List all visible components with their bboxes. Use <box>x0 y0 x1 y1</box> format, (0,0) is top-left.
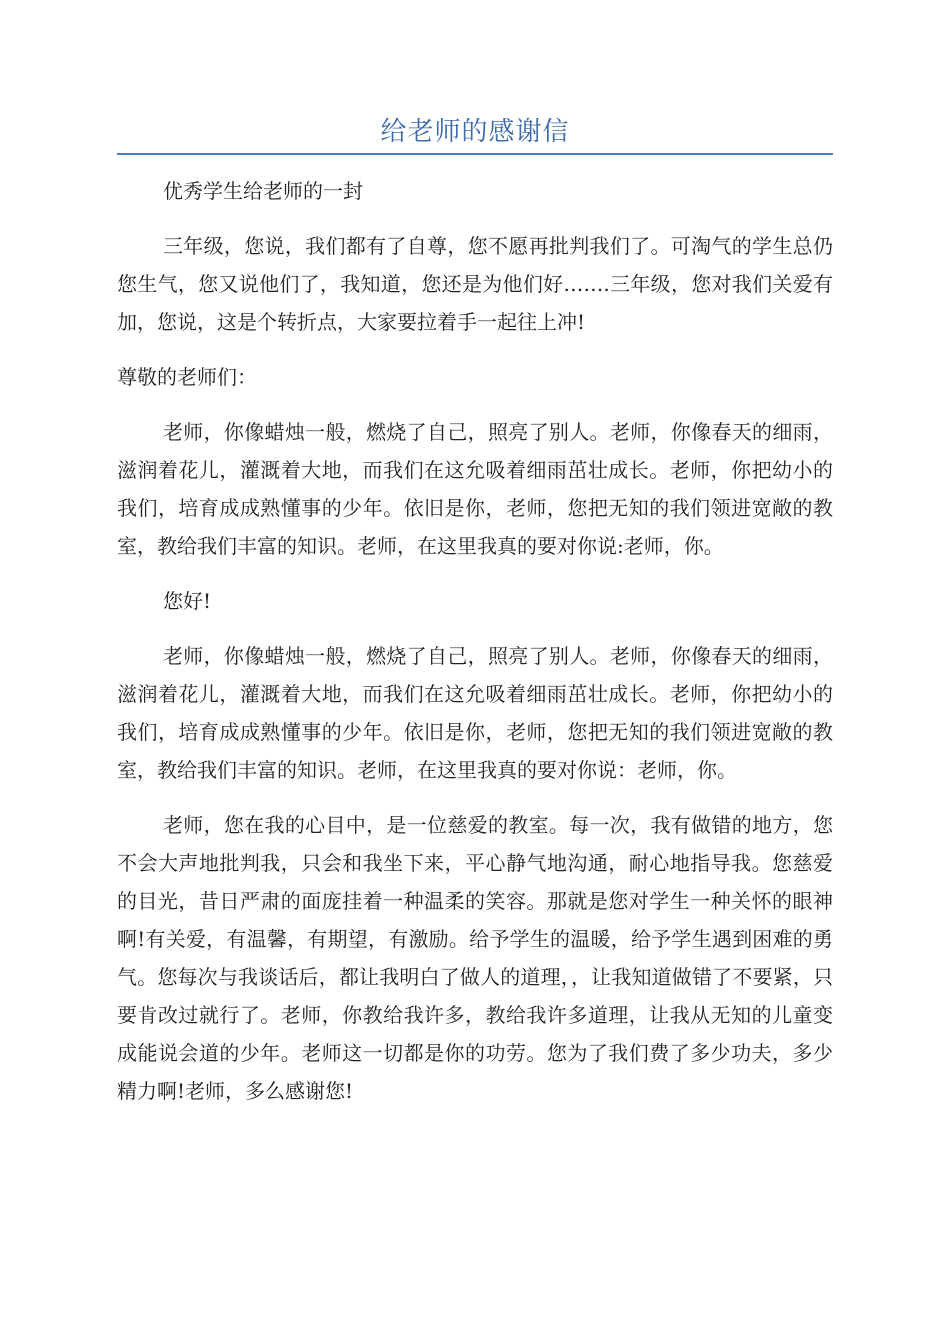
paragraph-1: 优秀学生给老师的一封 <box>163 179 363 203</box>
document-body <box>117 172 833 1127</box>
paragraph-7: 老师，您在我的心目中，是一位慈爱的教室。每一次，我有做错的地方，您不会大声地批判我，只会和我坐下来，平心静气地沟通，耐心地指导我。您慈爱的目光，昔日严肃的面庞挂着一种温柔的笑容。那就是您对学生一种关怀的眼神啊!有关爱，有温馨，有期望，有激励。给予学生的温暖，给予学生遇到困难的勇气。您每次与我谈话后，都让我明白了做人的道理，，让我知道做错了不要紧，只要肯改过就行了。老师，你教给我许多，教给我许多道理，让我从无知的儿童变成能说会道的少年。老师这一切都是你的功劳。您为了我们费了多少功夫，多少精力啊!老师，多么感谢您! <box>117 813 833 1103</box>
paragraph-3-salutation: 尊敬的老师们： <box>117 365 257 389</box>
paragraph-4: 老师，你像蜡烛一般，燃烧了自己，照亮了别人。老师，你像春天的细雨，滋润着花儿，灌溉着大地，而我们在这允吸着细雨茁壮成长。老师，你把幼小的我们，培育成成熟懂事的少年。依旧是你，老师，您把无知的我们领进宽敞的教室，教给我们丰富的知识。老师，在这里我真的要对你说:老师，你。 <box>117 420 833 558</box>
paragraph-2: 三年级，您说，我们都有了自尊，您不愿再批判我们了。可淘气的学生总仍您生气，您又说他们了，我知道，您还是为他们好…….三年级，您对我们关爱有加，您说，这是个转折点，大家要拉着手一起往上冲! <box>117 234 833 334</box>
title-underline <box>117 153 833 155</box>
document-title: 给老师的感谢信 <box>380 117 570 147</box>
paragraph-5-greeting: 您好! <box>163 589 212 613</box>
paragraph-6: 老师，你像蜡烛一般，燃烧了自己，照亮了别人。老师，你像春天的细雨，滋润着花儿，灌溉着大地，而我们在这允吸着细雨茁壮成长。老师，你把幼小的我们，培育成成熟懂事的少年。依旧是你，老师，您把无知的我们领进宽敞的教室，教给我们丰富的知识。老师，在这里我真的要对你说：老师，你。 <box>117 644 833 782</box>
